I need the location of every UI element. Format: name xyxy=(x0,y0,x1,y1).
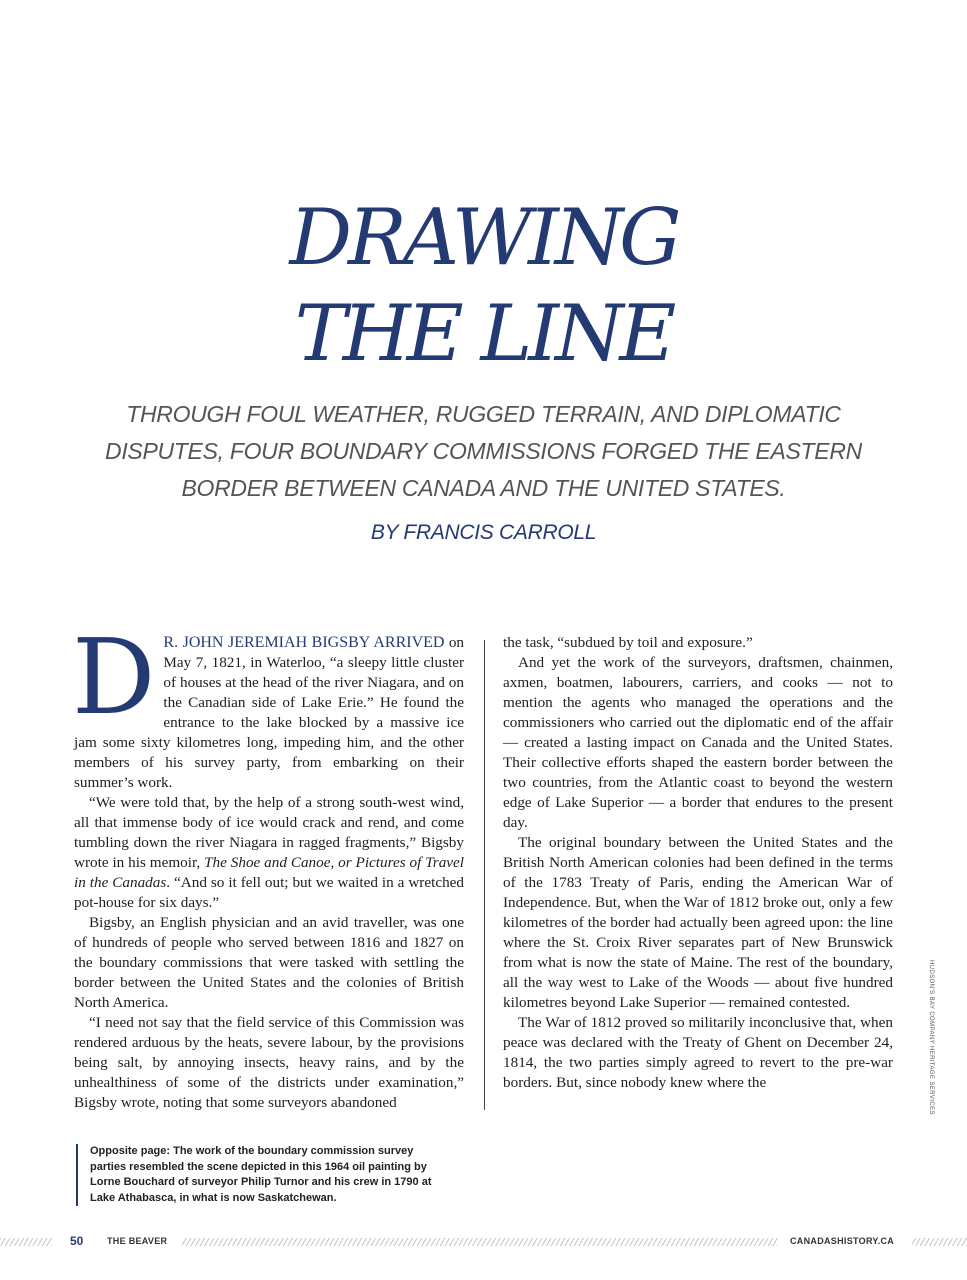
paragraph-1 xyxy=(72,616,465,793)
paragraph-8: The War of 1812 proved so militarily inconclusive that, when peace was declared with the Treaty of Ghent on December 24, 1814, the two parties simply agreed to revert to the pre-war borders. But, since nobody knew where the xyxy=(503,1014,893,1091)
footer-rule-middle xyxy=(182,1238,778,1246)
left-column xyxy=(72,616,465,1113)
paragraph-7: The original boundary between the United States and the British North American colonies had been defined in the terms of the 1783 Treaty of Paris, ending the American War of Independence. But, when the War of 1812 broke out, only a few kilometres of the border had actually been agreed upon: the line where the St. Croix River separates part of New Brunswick from what is now the state of Maine. The rest of the boundary, all the way west to Lake of the Woods — about five hundred kilometres beyond Lake Superior — remained contested. xyxy=(503,834,893,1011)
paragraph-3: Bigsby, an English physician and an avid traveller, was one of hundreds of people who served between 1816 and 1827 on the boundary commissions that were tasked with settling the border between the United States and the colonies of British North America. xyxy=(74,914,464,1011)
image-caption: Opposite page: The work of the boundary commission survey parties resembled the scene depicted in this 1964 oil painting by Lorne Bouchard of surveyor Philip Turnor and his crew in 1790 at Lake Athabasca, in what is now Saskatchewan. xyxy=(76,1144,440,1206)
footer-rule-right xyxy=(912,1238,967,1246)
byline: BY FRANCIS CARROLL xyxy=(370,521,597,544)
book-title: The Shoe and Canoe, or Pictures of Travel in the Canadas xyxy=(74,854,465,891)
paragraph-6: And yet the work of the surveyors, draftsmen, chainmen, axmen, boatmen, labourers, carriers, and cooks — not to mention the agents who managed the operations and the commissioners who carried out the diplomatic end of the affair — created a lasting impact on Canada and the United States. Their collective efforts shaped the eastern border between the two countries, from the Atlantic coast to beyond the western edge of Lake Superior — a border that endures to the present day. xyxy=(503,654,893,831)
paragraph-4: “I need not say that the field service of this Commission was rendered arduous by the heats, severe labour, by the provisions being salt, by annoying insects, heavy rains, and by the unhealthiness of some of the districts under examination,” Bigsby wrote, noting that some surveyors abandoned xyxy=(74,1014,464,1111)
paragraph-2 xyxy=(74,793,464,913)
paragraph-5: the task, “subdued by toil and exposure.” xyxy=(503,634,753,651)
photo-credit xyxy=(926,960,936,1115)
paragraph-2-text-a: “We were told that, by the help of a strong south-west wind, all that immense body of ice would crack and rend, and come tumbling down the river Niagara in ragged fragments,” Bigsby wrote in his memoir, xyxy=(74,794,464,871)
page-number: 50 xyxy=(70,1234,84,1248)
publication-name: THE BEAVER xyxy=(107,1236,168,1246)
article-deck: THROUGH FOUL WEATHER, RUGGED TERRAIN, AND DIPLOMATIC DISPUTES, FOUR BOUNDARY COMMISSIONS FORGED THE EASTERN BORDER BETWEEN CANADA AND THE UNITED STATES. xyxy=(105,401,862,501)
lead-in: R. JOHN JEREMIAH BIGSBY ARRIVED xyxy=(163,634,445,651)
title-line-2: THE LINE xyxy=(294,289,673,379)
column-divider xyxy=(484,640,485,1110)
photo-credit-text: HUDSON’S BAY COMPANY HERITAGE SERVICES xyxy=(928,960,934,1115)
drop-cap: D xyxy=(72,616,156,738)
paragraph-2-text-b: . “And so it fell out; but we waited in a wretched pot-house for six days.” xyxy=(74,874,464,911)
paragraph-1-text: on May 7, 1821, in Waterloo, “a sleepy little cluster of houses at the head of the river Niagara, and on the Canadian side of Lake Erie.” He found the entrance to the lake blocked by a massive ice jam some sixty kilometres long, impeding him, and the other members of his survey party, from embarking on their summer’s work. xyxy=(74,634,465,791)
article-title xyxy=(0,190,967,382)
footer-rule-left xyxy=(0,1238,52,1246)
title-line-1: DRAWING xyxy=(289,193,678,283)
right-column xyxy=(503,633,893,1093)
website-link[interactable]: CANADASHISTORY.CA xyxy=(790,1236,895,1246)
page-footer xyxy=(0,1234,967,1250)
